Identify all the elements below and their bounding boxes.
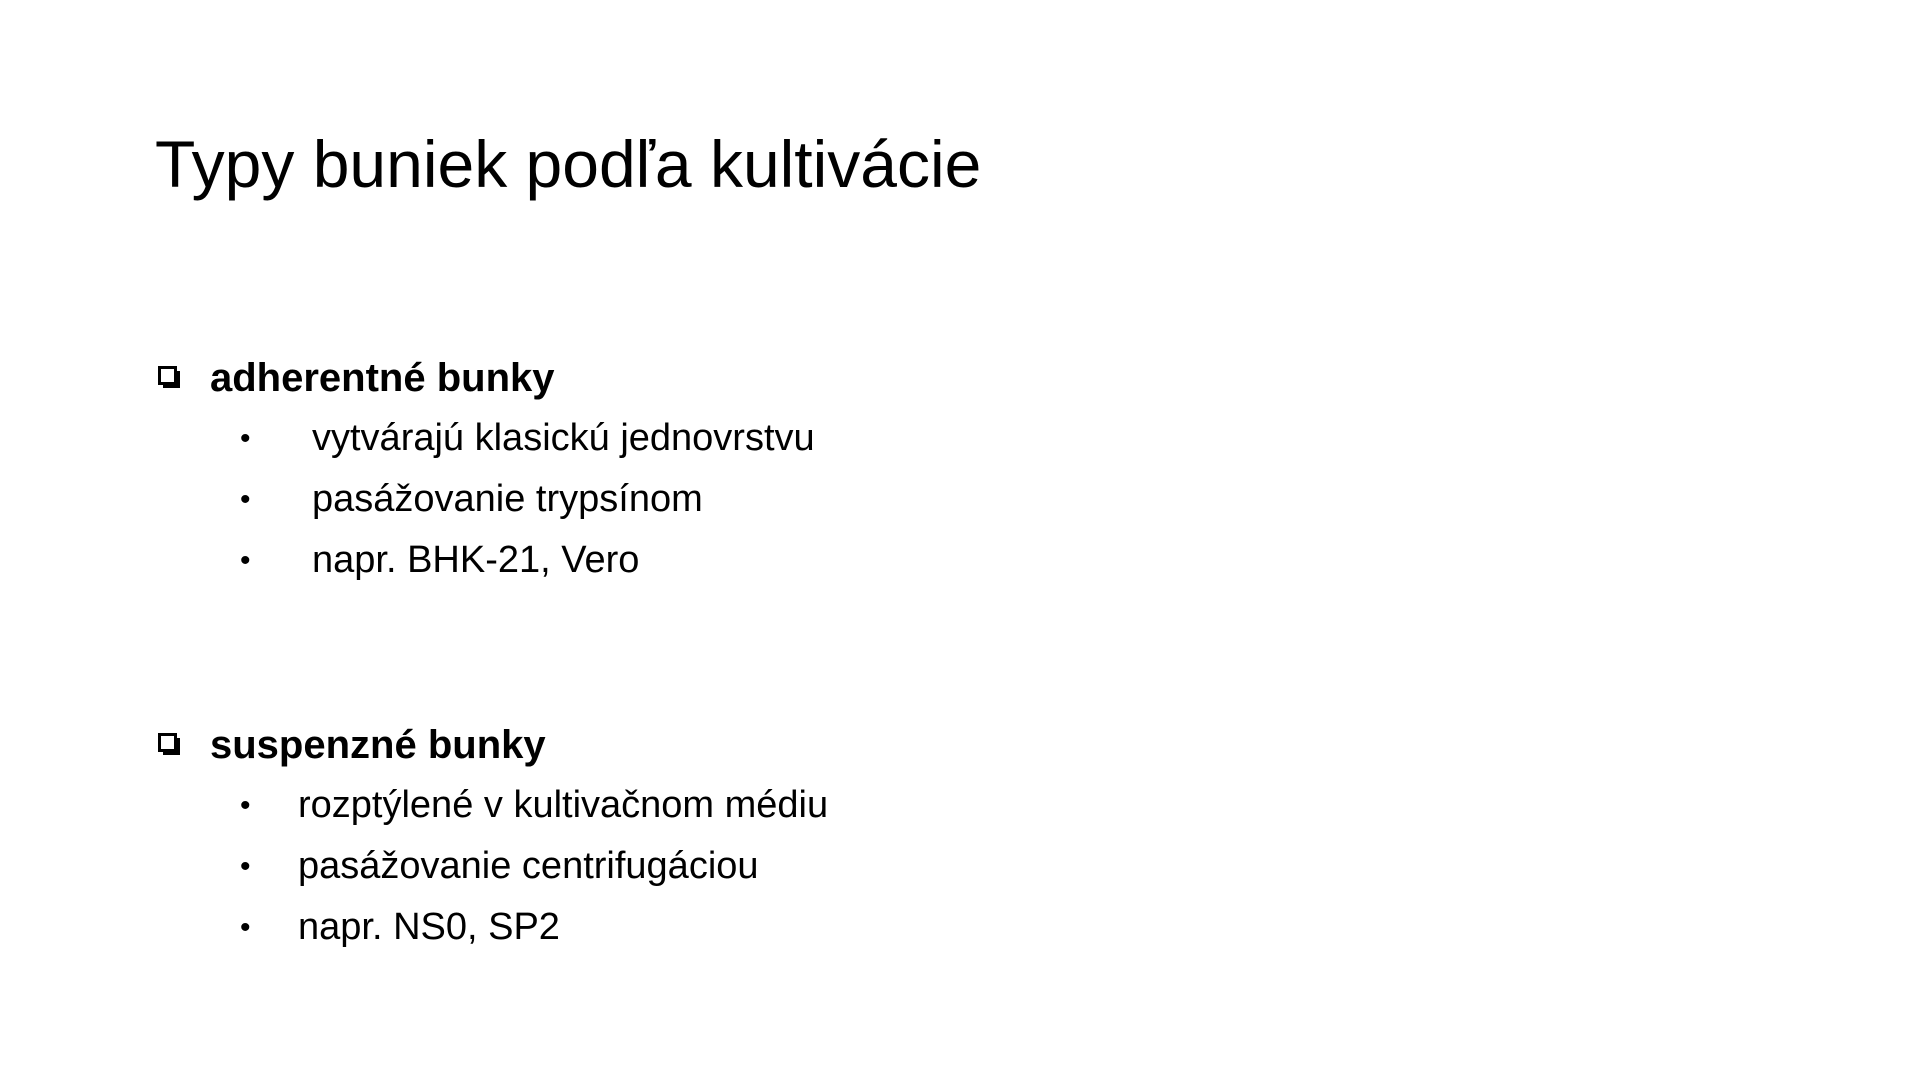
checkbox-icon [158,733,180,755]
list-item-text: napr. BHK-21, Vero [312,539,640,581]
bullet-icon: • [240,911,251,944]
bullet-icon: • [240,483,251,516]
list-item-text: pasážovanie centrifugáciou [298,845,759,887]
section-heading-label: adherentné bunky [210,356,555,400]
list-item-text: pasážovanie trypsínom [312,478,703,520]
checkbox-icon [158,366,180,388]
list-item-text: napr. NS0, SP2 [298,906,560,948]
slide-title: Typy buniek podľa kultivácie [155,127,982,201]
bullet-icon: • [240,850,251,883]
list-item-text: vytvárajú klasickú jednovrstvu [312,417,815,459]
list-item-text: rozptýlené v kultivačnom médiu [298,784,829,826]
section-heading-label: suspenzné bunky [210,723,546,767]
bullet-icon: • [240,544,251,577]
bullet-icon: • [240,422,251,455]
bullet-icon: • [240,789,251,822]
